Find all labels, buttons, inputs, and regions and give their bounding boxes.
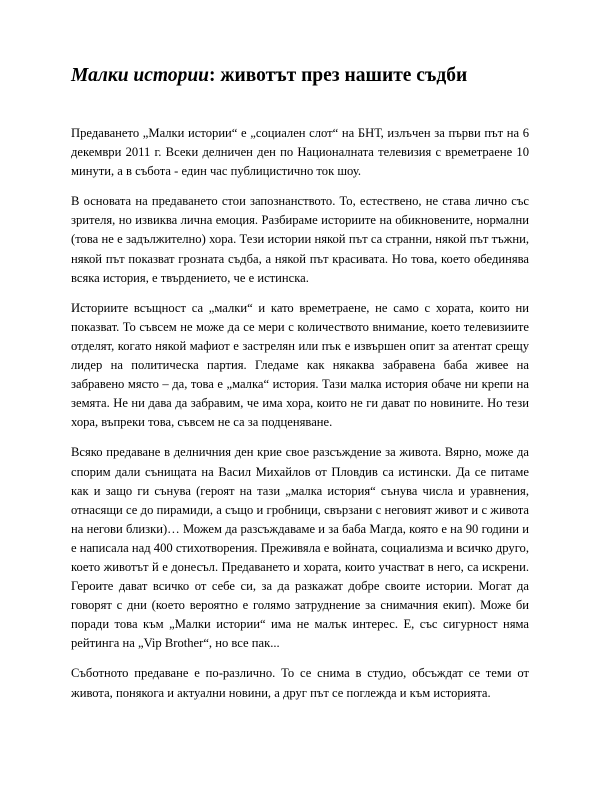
article-title-italic: Малки истории xyxy=(71,65,210,86)
article-title-rest: : животът през нашите съдби xyxy=(209,65,468,86)
paragraph-4: Всяко предаване в делничния ден крие свое разсъждение за живота. Вярно, може да спорим дали сънищата на Васил Михайлов от Пловдив са истински. Да се питаме как и защо ги сънува (героят на тази „малка история“ сънува числа и уравнения, отнасящи се до пирамиди, а също и гробници, свързани с неговият живот и с живота на негови близки)… Можем да разсъждаваме и за баба Магда, която е на 90 години и е написала над 400 стихотворения. Преживяла е войната, социализма и всичко друго, което животът й е донесъл. Предаването и хората, които участват в него, са искрени. Героите дават всичко от себе си, за да разкажат добре своите истории. Могат да говорят с дни (което вероятно е голямо затруднение за снимачния екип). Може би поради това към „Малки истории“ има не малък интерес. Е, със сигурност няма рейтинга на „Vip Brother“, но все пак... xyxy=(71,445,529,651)
paragraph-2: В основата на предаването стои запознанството. То, естествено, не става лично със зрителя, но извиква лична емоция. Разбираме историите на обикновените, нормални (това не е задължително) хора. Тези истории някой път са странни, някой път тъжни, някой път показват грозната съдба, а някой път красивата. Но това, което обединява всяка история, е твърдението, че е истинска. xyxy=(71,194,529,285)
paragraph-1: Предаването „Малки истории“ е „социален слот“ на БНТ, излъчен за първи път на 6 декември 2011 г. Всеки делничен ден по Националната телевизия с времетраене 10 минути, а в събота - един час публицистично ток шоу. xyxy=(71,126,529,179)
article-body xyxy=(71,124,529,714)
paragraph-3: Историите всъщност са „малки“ и като времетраене, не само с хората, които ни показват. То съвсем не може да се мери с количеството внимание, което телевизиите отделят, когато някой мафиот е застрелян или пък е извършен опит за атентат срещу лидер на политическа партия. Гледаме как някаква забравена баба живее на забравено място – да, това е „малка“ история. Тази малка история обаче ни крепи на земята. Не ни дава да забравим, че има хора, които не ги дават по новините. Но тези хора, въпреки това, съвсем не са за подценяване. xyxy=(71,300,529,430)
article-title xyxy=(71,64,551,88)
paragraph-5: Съботното предаване е по-различно. То се снима в студио, обсъждат се теми от живота, понякога и актуални новини, а друг път се поглежда и към историята. xyxy=(71,666,529,700)
